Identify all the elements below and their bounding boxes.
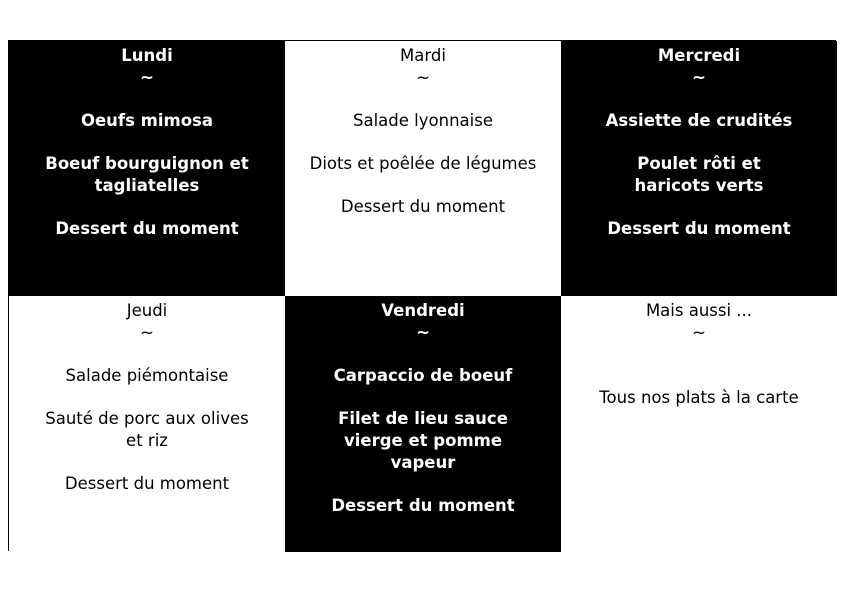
weekly-menu-grid [8,40,836,551]
menu-cell-monday [9,41,285,296]
separator: ~ [140,68,154,87]
extra-text: Tous nos plats à la carte [599,388,799,407]
starter: Salade lyonnaise [353,111,493,130]
starter: Carpaccio de boeuf [333,366,513,385]
main-course: Diots et poêlée de légumes [309,154,537,173]
menu-cell-tuesday [285,41,561,296]
main-course: Filet de lieu sauce vierge et pomme vapeur [338,409,508,472]
day-title: Lundi [121,46,173,65]
separator: ~ [416,323,430,342]
menu-cell-extra [561,296,837,552]
starter: Oeufs mimosa [80,111,214,130]
menu-cell-thursday [9,296,285,552]
main-course: Boeuf bourguignon et tagliatelles [45,154,249,195]
separator: ~ [140,323,154,342]
day-title: Jeudi [126,301,168,320]
separator: ~ [692,68,706,87]
menu-cell-friday [285,296,561,552]
dessert: Dessert du moment [55,219,239,238]
extra-title: Mais aussi ... [645,301,753,320]
starter: Assiette de crudités [605,111,793,130]
menu-cell-wednesday [561,41,837,296]
day-title: Mardi [400,46,446,65]
separator: ~ [692,323,706,342]
day-title: Vendredi [381,301,465,320]
dessert: Dessert du moment [64,474,230,493]
dessert: Dessert du moment [340,197,506,216]
day-title: Mercredi [657,46,741,65]
separator: ~ [416,68,430,87]
main-course: Poulet rôti et haricots verts [634,154,764,195]
main-course: Sauté de porc aux olives et riz [45,409,249,450]
starter: Salade piémontaise [65,366,229,385]
dessert: Dessert du moment [331,496,515,515]
dessert: Dessert du moment [607,219,791,238]
